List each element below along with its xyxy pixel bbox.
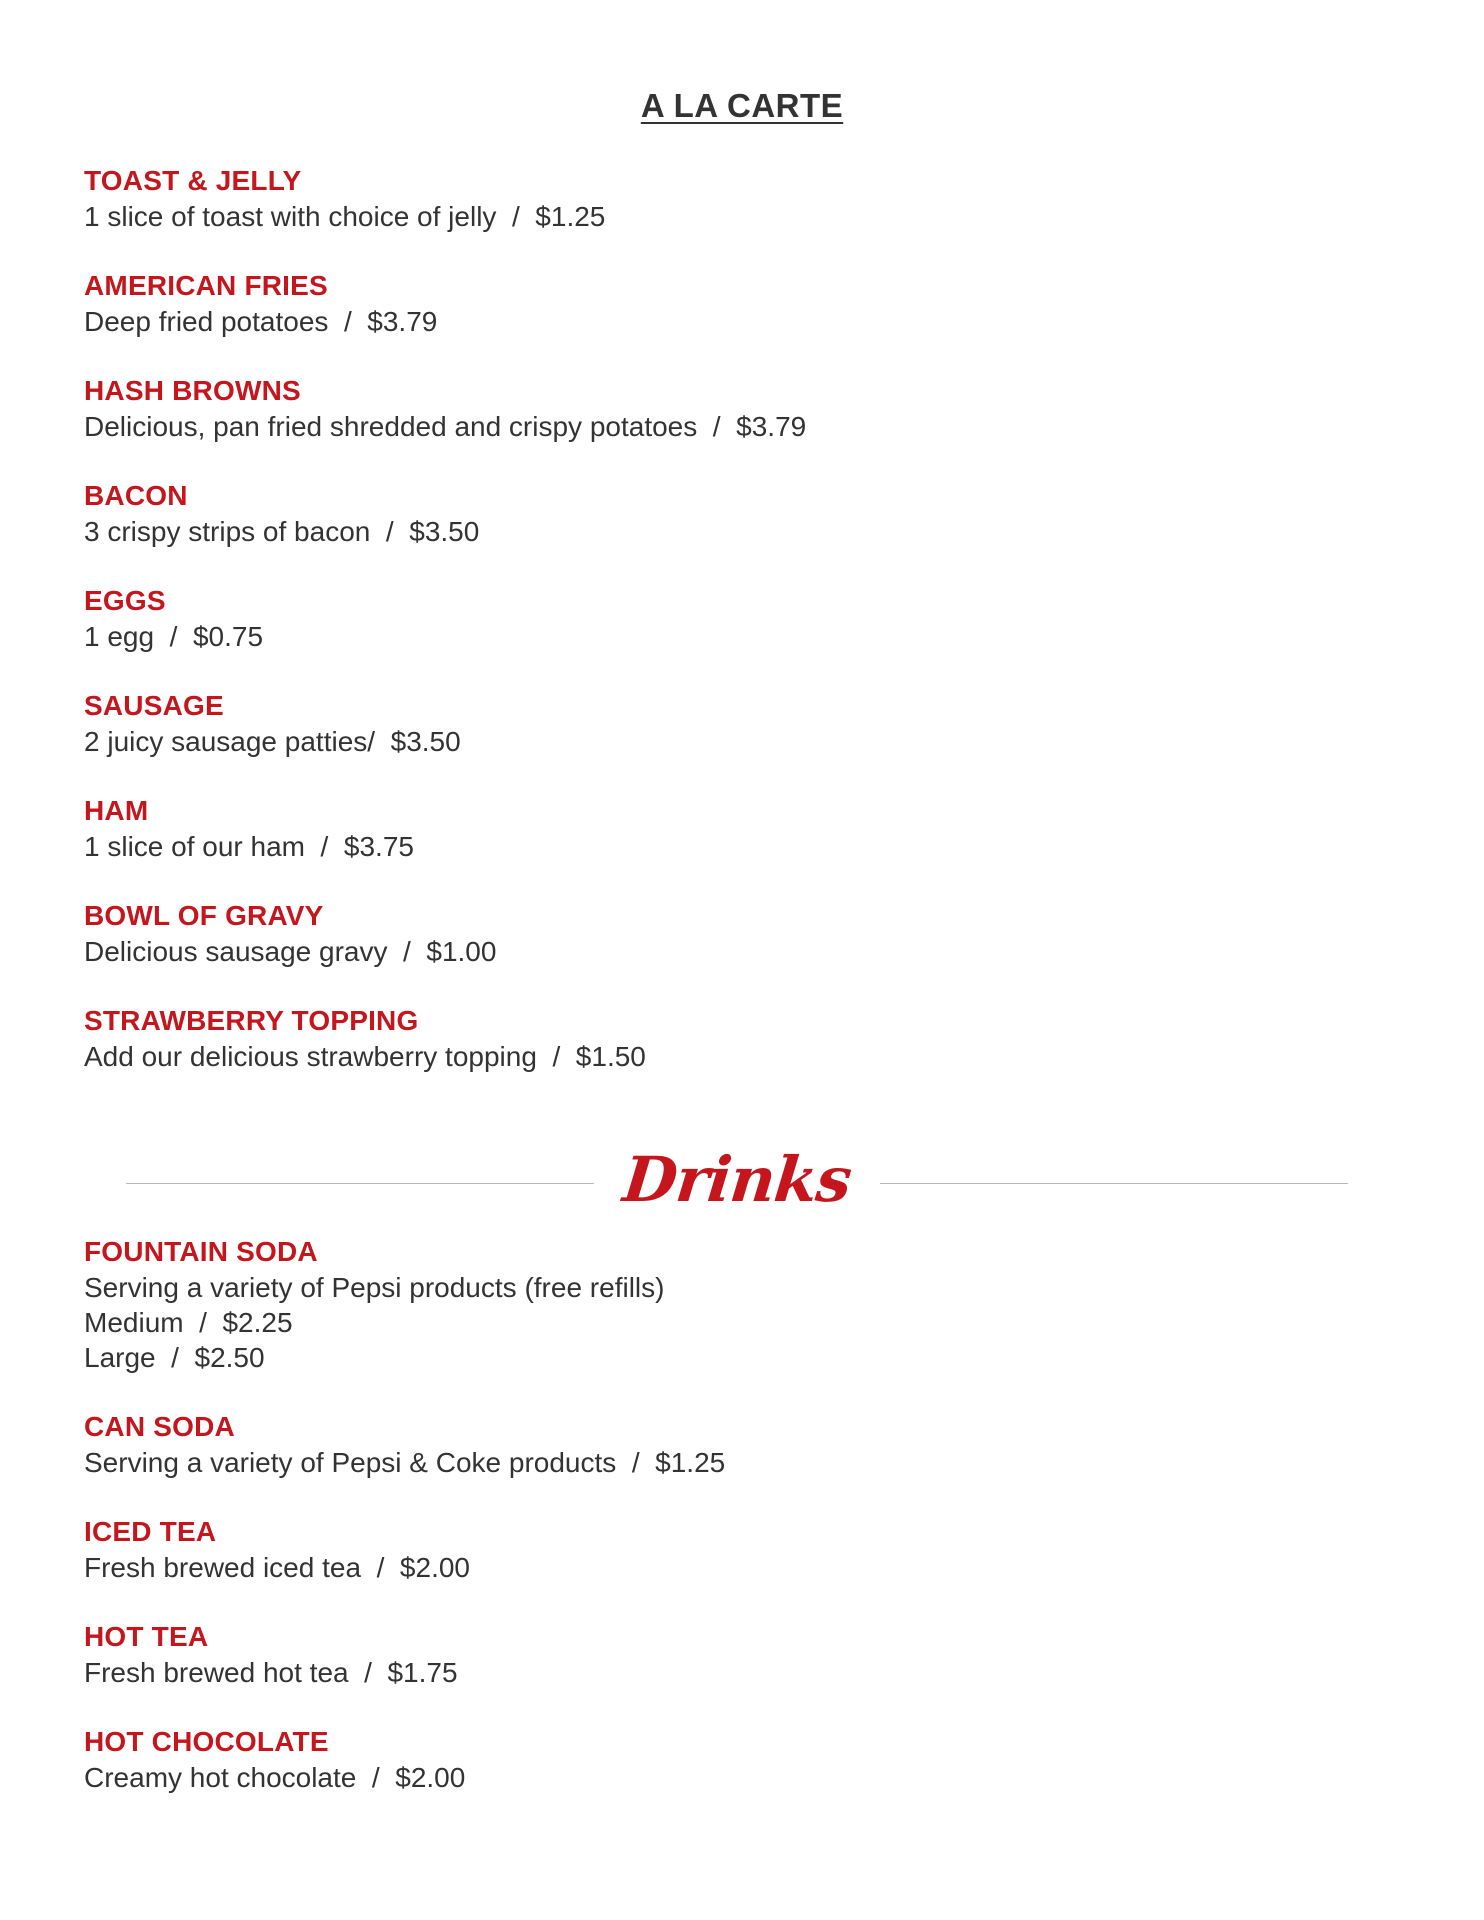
item-description: 1 slice of our ham / $3.75 (84, 831, 414, 862)
item-description: Delicious, pan fried shredded and crispy potatoes / $3.79 (84, 411, 807, 442)
item-description: Fresh brewed iced tea / $2.00 (84, 1552, 470, 1583)
item-price-option: Large / $2.50 (84, 1342, 265, 1373)
menu-item (84, 478, 1384, 549)
item-name: ICED TEA (84, 1516, 217, 1547)
menu-item (84, 898, 1384, 969)
drinks-heading: Drinks (619, 1143, 855, 1216)
menu-item (84, 793, 1384, 864)
item-description: Fresh brewed hot tea / $1.75 (84, 1657, 458, 1688)
item-description: Serving a variety of Pepsi & Coke products / $1.25 (84, 1447, 726, 1478)
item-description: 2 juicy sausage patties/ $3.50 (84, 726, 461, 757)
item-description: 1 slice of toast with choice of jelly / $1.25 (84, 201, 606, 232)
a-la-carte-title (0, 86, 1484, 126)
menu-item (84, 163, 1384, 234)
drinks-divider (0, 1140, 1484, 1220)
divider-line-right (880, 1183, 1348, 1184)
item-description: Delicious sausage gravy / $1.00 (84, 936, 497, 967)
item-name: BACON (84, 480, 188, 511)
divider-line-left (126, 1183, 594, 1184)
item-name: CAN SODA (84, 1411, 235, 1442)
menu-item (84, 1234, 1384, 1375)
menu-item (84, 1514, 1384, 1585)
item-description: 3 crispy strips of bacon / $3.50 (84, 516, 480, 547)
item-description: 1 egg / $0.75 (84, 621, 264, 652)
menu-item (84, 373, 1384, 444)
menu-item (84, 688, 1384, 759)
item-name: TOAST & JELLY (84, 165, 302, 196)
item-description: Serving a variety of Pepsi products (free refills) (84, 1272, 665, 1303)
item-name: FOUNTAIN SODA (84, 1236, 318, 1267)
item-name: STRAWBERRY TOPPING (84, 1005, 419, 1036)
item-name: HAM (84, 795, 149, 826)
item-name: HOT CHOCOLATE (84, 1726, 329, 1757)
item-name: BOWL OF GRAVY (84, 900, 324, 931)
menu-item (84, 1409, 1384, 1480)
page-title: A LA CARTE (640, 87, 844, 124)
item-name: HASH BROWNS (84, 375, 301, 406)
menu-item (84, 1619, 1384, 1690)
item-description: Creamy hot chocolate / $2.00 (84, 1762, 466, 1793)
menu-item (84, 268, 1384, 339)
item-name: EGGS (84, 585, 166, 616)
item-name: SAUSAGE (84, 690, 224, 721)
item-price-option: Medium / $2.25 (84, 1307, 293, 1338)
item-description: Add our delicious strawberry topping / $1.50 (84, 1041, 646, 1072)
item-name: AMERICAN FRIES (84, 270, 328, 301)
item-description: Deep fried potatoes / $3.79 (84, 306, 438, 337)
menu-item (84, 1724, 1384, 1795)
menu-item (84, 1003, 1384, 1074)
item-name: HOT TEA (84, 1621, 209, 1652)
menu-item (84, 583, 1384, 654)
